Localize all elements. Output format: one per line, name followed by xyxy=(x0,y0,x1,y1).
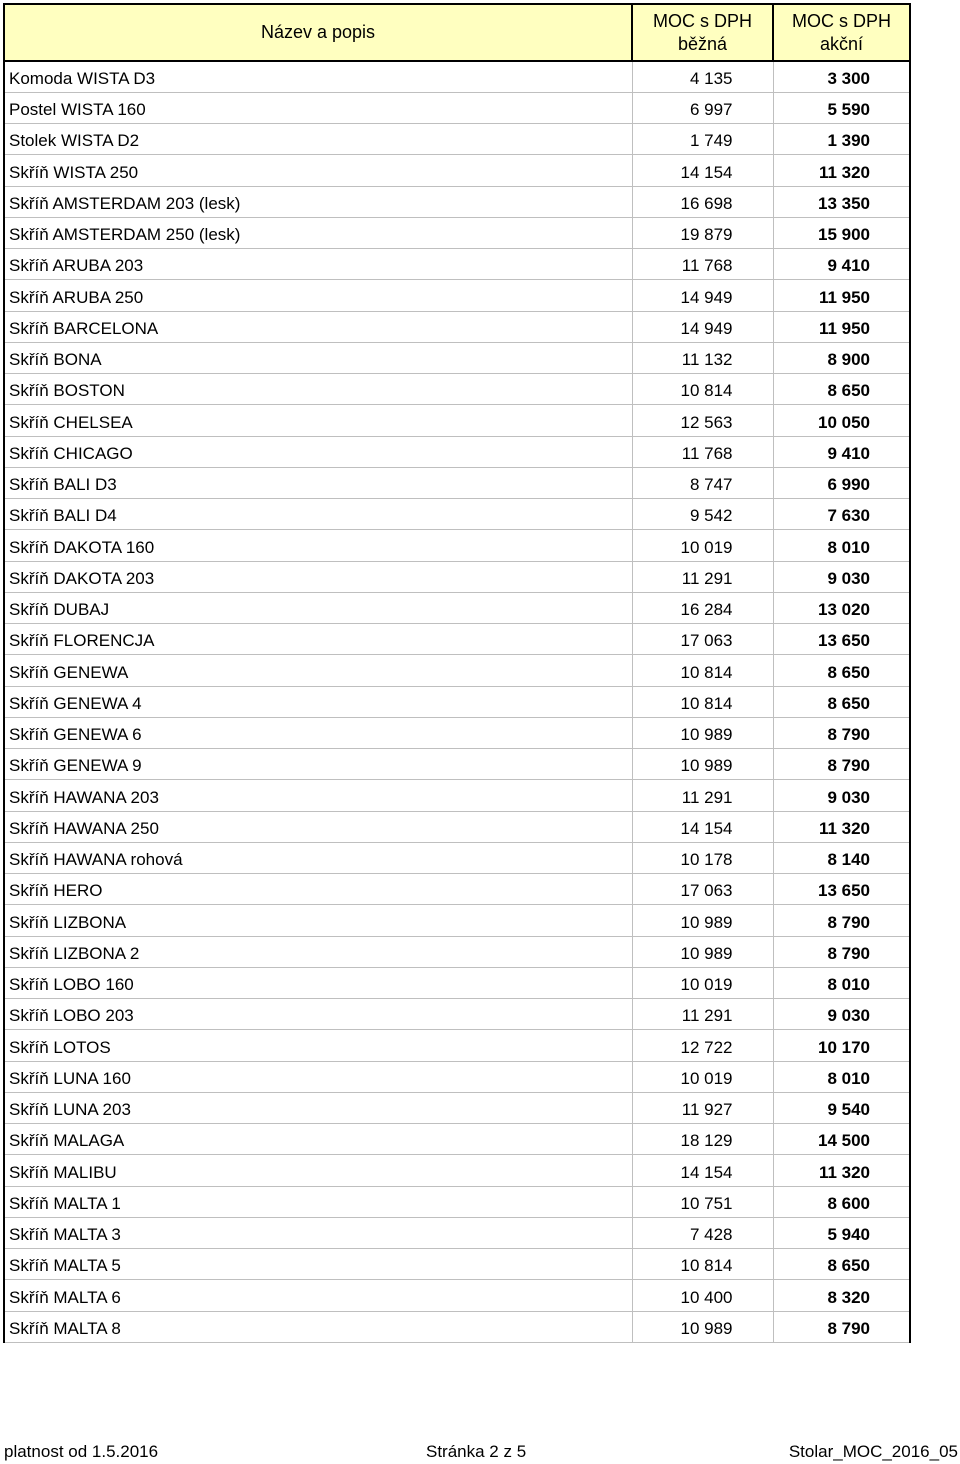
table-row xyxy=(4,1280,910,1311)
table-row xyxy=(4,999,910,1030)
table-row xyxy=(4,249,910,280)
sale-price-cell: 5 590 xyxy=(773,92,910,123)
sale-price-cell: 8 650 xyxy=(773,686,910,717)
product-name-cell: Skříň LOTOS xyxy=(4,1030,632,1061)
sale-price-cell: 11 320 xyxy=(773,811,910,842)
product-name-cell: Skříň MALTA 5 xyxy=(4,1249,632,1280)
column-header-regular-price xyxy=(632,4,773,61)
product-name-cell: Skříň MALTA 6 xyxy=(4,1280,632,1311)
price-table xyxy=(3,3,911,1343)
product-name-cell: Skříň BALI D4 xyxy=(4,499,632,530)
table-row xyxy=(4,1092,910,1123)
page-footer xyxy=(0,1442,960,1464)
regular-price-cell: 18 129 xyxy=(632,1124,773,1155)
regular-price-cell: 14 154 xyxy=(632,811,773,842)
product-name-cell: Skříň DUBAJ xyxy=(4,592,632,623)
product-name-cell: Skříň FLORENCJA xyxy=(4,624,632,655)
table-row xyxy=(4,592,910,623)
regular-price-cell: 11 768 xyxy=(632,249,773,280)
regular-price-cell: 1 749 xyxy=(632,124,773,155)
sale-price-cell: 8 010 xyxy=(773,530,910,561)
sale-price-cell: 9 030 xyxy=(773,780,910,811)
product-name-cell: Skříň MALTA 3 xyxy=(4,1217,632,1248)
regular-price-cell: 10 989 xyxy=(632,749,773,780)
product-name-cell: Skříň HAWANA 250 xyxy=(4,811,632,842)
page-number: Stránka 2 z 5 xyxy=(426,1442,527,1461)
product-name-cell: Skříň BARCELONA xyxy=(4,311,632,342)
table-row xyxy=(4,874,910,905)
product-name-cell: Skříň LOBO 203 xyxy=(4,999,632,1030)
sale-price-cell: 8 790 xyxy=(773,749,910,780)
sale-price-cell: 8 900 xyxy=(773,342,910,373)
regular-price-cell: 10 989 xyxy=(632,717,773,748)
table-row xyxy=(4,936,910,967)
regular-price-cell: 10 019 xyxy=(632,1061,773,1092)
table-row xyxy=(4,811,910,842)
table-row xyxy=(4,499,910,530)
product-name-cell: Skříň LOBO 160 xyxy=(4,967,632,998)
regular-price-cell: 11 291 xyxy=(632,561,773,592)
sale-price-cell: 8 650 xyxy=(773,655,910,686)
product-name-cell: Skříň MALAGA xyxy=(4,1124,632,1155)
sale-price-cell: 8 320 xyxy=(773,1280,910,1311)
sale-price-cell: 11 320 xyxy=(773,1155,910,1186)
product-name-cell: Skříň WISTA 250 xyxy=(4,155,632,186)
product-name-cell: Skříň LIZBONA xyxy=(4,905,632,936)
table-row xyxy=(4,561,910,592)
table-row xyxy=(4,1186,910,1217)
regular-price-cell: 14 154 xyxy=(632,1155,773,1186)
regular-price-cell: 10 814 xyxy=(632,655,773,686)
regular-price-cell: 19 879 xyxy=(632,217,773,248)
table-body xyxy=(4,61,910,1342)
regular-price-cell: 10 814 xyxy=(632,686,773,717)
table-row xyxy=(4,374,910,405)
table-row xyxy=(4,749,910,780)
regular-price-cell: 10 814 xyxy=(632,374,773,405)
regular-price-cell: 10 989 xyxy=(632,905,773,936)
table-row xyxy=(4,155,910,186)
regular-price-cell: 14 949 xyxy=(632,280,773,311)
regular-price-cell: 17 063 xyxy=(632,874,773,905)
sale-price-cell: 8 140 xyxy=(773,842,910,873)
product-name-cell: Skříň MALTA 1 xyxy=(4,1186,632,1217)
sale-price-cell: 10 050 xyxy=(773,405,910,436)
product-name-cell: Skříň CHICAGO xyxy=(4,436,632,467)
header-line: akční xyxy=(819,33,864,54)
validity-date: platnost od 1.5.2016 xyxy=(4,1442,159,1461)
sale-price-cell: 8 790 xyxy=(773,936,910,967)
product-name-cell: Skříň BONA xyxy=(4,342,632,373)
sale-price-cell: 9 030 xyxy=(773,999,910,1030)
product-name-cell: Stolek WISTA D2 xyxy=(4,124,632,155)
regular-price-cell: 10 814 xyxy=(632,1249,773,1280)
sale-price-cell: 13 350 xyxy=(773,186,910,217)
sale-price-cell: 3 300 xyxy=(773,61,910,92)
document-id: Stolar_MOC_2016_05 xyxy=(788,1442,958,1461)
column-header-sale-price xyxy=(773,4,910,61)
table-row xyxy=(4,967,910,998)
table-row xyxy=(4,405,910,436)
regular-price-cell: 10 019 xyxy=(632,530,773,561)
sale-price-cell: 11 950 xyxy=(773,280,910,311)
sale-price-cell: 8 600 xyxy=(773,1186,910,1217)
regular-price-cell: 17 063 xyxy=(632,624,773,655)
table-row xyxy=(4,1311,910,1342)
regular-price-cell: 4 135 xyxy=(632,61,773,92)
regular-price-cell: 10 751 xyxy=(632,1186,773,1217)
table-row xyxy=(4,1124,910,1155)
table-row xyxy=(4,780,910,811)
table-row xyxy=(4,842,910,873)
product-name-cell: Skříň LUNA 203 xyxy=(4,1092,632,1123)
product-name-cell: Skříň HAWANA 203 xyxy=(4,780,632,811)
regular-price-cell: 10 989 xyxy=(632,1311,773,1342)
sale-price-cell: 8 790 xyxy=(773,1311,910,1342)
product-name-cell: Skříň HAWANA rohová xyxy=(4,842,632,873)
sale-price-cell: 11 950 xyxy=(773,311,910,342)
regular-price-cell: 10 019 xyxy=(632,967,773,998)
regular-price-cell: 12 563 xyxy=(632,405,773,436)
product-name-cell: Skříň LUNA 160 xyxy=(4,1061,632,1092)
sale-price-cell: 1 390 xyxy=(773,124,910,155)
table-row xyxy=(4,655,910,686)
sale-price-cell: 14 500 xyxy=(773,1124,910,1155)
sale-price-cell: 8 790 xyxy=(773,717,910,748)
table-row xyxy=(4,686,910,717)
table-row xyxy=(4,1030,910,1061)
product-name-cell: Skříň GENEWA 9 xyxy=(4,749,632,780)
regular-price-cell: 10 400 xyxy=(632,1280,773,1311)
sale-price-cell: 13 020 xyxy=(773,592,910,623)
sale-price-cell: 9 030 xyxy=(773,561,910,592)
product-name-cell: Skříň LIZBONA 2 xyxy=(4,936,632,967)
product-name-cell: Postel WISTA 160 xyxy=(4,92,632,123)
sale-price-cell: 5 940 xyxy=(773,1217,910,1248)
regular-price-cell: 14 154 xyxy=(632,155,773,186)
sale-price-cell: 8 790 xyxy=(773,905,910,936)
sale-price-cell: 7 630 xyxy=(773,499,910,530)
table-row xyxy=(4,1155,910,1186)
product-name-cell: Skříň CHELSEA xyxy=(4,405,632,436)
product-name-cell: Skříň GENEWA 4 xyxy=(4,686,632,717)
table-row xyxy=(4,1217,910,1248)
table-row xyxy=(4,905,910,936)
product-name-cell: Skříň ARUBA 203 xyxy=(4,249,632,280)
table-row xyxy=(4,61,910,92)
regular-price-cell: 11 768 xyxy=(632,436,773,467)
table-row xyxy=(4,467,910,498)
product-name-cell: Komoda WISTA D3 xyxy=(4,61,632,92)
table-row xyxy=(4,280,910,311)
header-line: MOC s DPH xyxy=(792,10,891,31)
sale-price-cell: 8 650 xyxy=(773,374,910,405)
table-row xyxy=(4,311,910,342)
regular-price-cell: 11 291 xyxy=(632,999,773,1030)
regular-price-cell: 8 747 xyxy=(632,467,773,498)
product-name-cell: Skříň BALI D3 xyxy=(4,467,632,498)
sale-price-cell: 10 170 xyxy=(773,1030,910,1061)
sale-price-cell: 8 010 xyxy=(773,1061,910,1092)
regular-price-cell: 11 927 xyxy=(632,1092,773,1123)
sale-price-cell: 8 650 xyxy=(773,1249,910,1280)
sale-price-cell: 11 320 xyxy=(773,155,910,186)
table-row xyxy=(4,530,910,561)
table-row xyxy=(4,342,910,373)
product-name-cell: Skříň GENEWA xyxy=(4,655,632,686)
header-row xyxy=(4,4,910,61)
table-row xyxy=(4,436,910,467)
table-row xyxy=(4,1061,910,1092)
column-header-name: Název a popis xyxy=(4,4,632,61)
product-name-cell: Skříň BOSTON xyxy=(4,374,632,405)
sale-price-cell: 9 410 xyxy=(773,249,910,280)
table-row xyxy=(4,217,910,248)
table-row xyxy=(4,624,910,655)
product-name-cell: Skříň DAKOTA 203 xyxy=(4,561,632,592)
sale-price-cell: 9 540 xyxy=(773,1092,910,1123)
product-name-cell: Skříň ARUBA 250 xyxy=(4,280,632,311)
regular-price-cell: 10 178 xyxy=(632,842,773,873)
product-name-cell: Skříň AMSTERDAM 250 (lesk) xyxy=(4,217,632,248)
regular-price-cell: 16 284 xyxy=(632,592,773,623)
table-row xyxy=(4,186,910,217)
sale-price-cell: 13 650 xyxy=(773,874,910,905)
regular-price-cell: 6 997 xyxy=(632,92,773,123)
regular-price-cell: 14 949 xyxy=(632,311,773,342)
regular-price-cell: 10 989 xyxy=(632,936,773,967)
regular-price-cell: 16 698 xyxy=(632,186,773,217)
sale-price-cell: 15 900 xyxy=(773,217,910,248)
regular-price-cell: 11 132 xyxy=(632,342,773,373)
header-line: MOC s DPH xyxy=(653,10,752,31)
product-name-cell: Skříň GENEWA 6 xyxy=(4,717,632,748)
sale-price-cell: 13 650 xyxy=(773,624,910,655)
product-name-cell: Skříň DAKOTA 160 xyxy=(4,530,632,561)
product-name-cell: Skříň MALTA 8 xyxy=(4,1311,632,1342)
sale-price-cell: 9 410 xyxy=(773,436,910,467)
regular-price-cell: 7 428 xyxy=(632,1217,773,1248)
regular-price-cell: 9 542 xyxy=(632,499,773,530)
regular-price-cell: 11 291 xyxy=(632,780,773,811)
sale-price-cell: 6 990 xyxy=(773,467,910,498)
product-name-cell: Skříň HERO xyxy=(4,874,632,905)
product-name-cell: Skříň MALIBU xyxy=(4,1155,632,1186)
product-name-cell: Skříň AMSTERDAM 203 (lesk) xyxy=(4,186,632,217)
table-row xyxy=(4,92,910,123)
table-row xyxy=(4,1249,910,1280)
table-row xyxy=(4,717,910,748)
sale-price-cell: 8 010 xyxy=(773,967,910,998)
table-row xyxy=(4,124,910,155)
header-line: běžná xyxy=(677,33,728,54)
regular-price-cell: 12 722 xyxy=(632,1030,773,1061)
